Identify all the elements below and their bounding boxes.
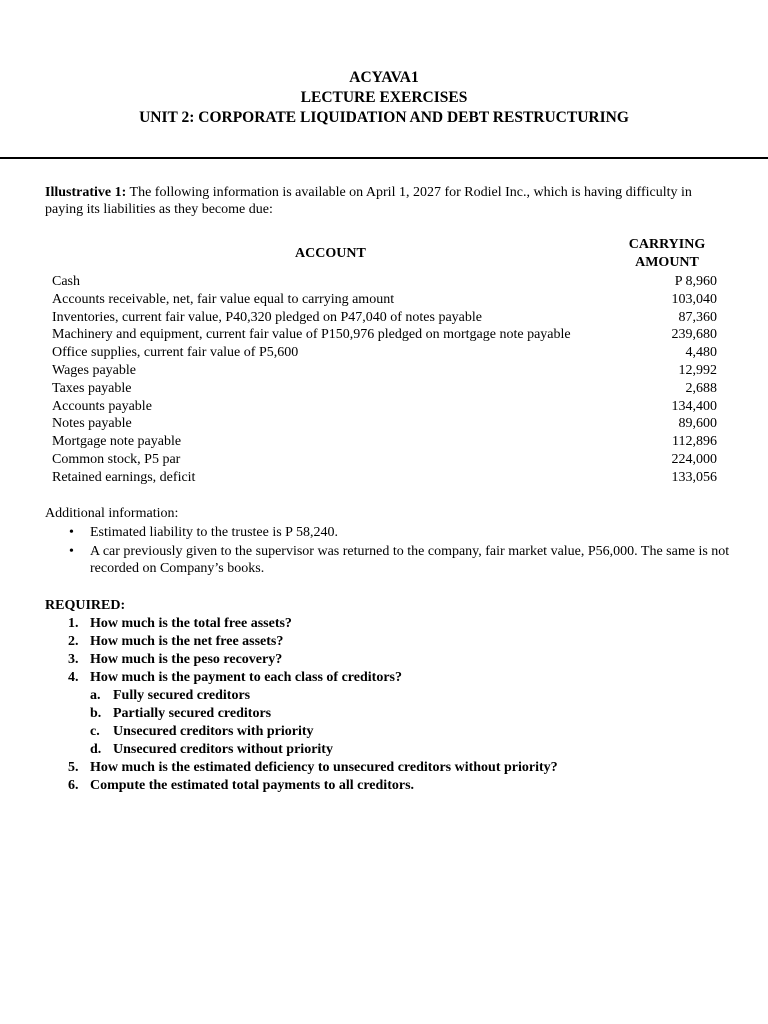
account-name: Common stock, P5 par [52,451,181,467]
question-item [45,777,735,795]
sub-question-item [45,723,735,741]
carrying-amount: 2,688 [685,380,717,396]
carrying-amount: 112,896 [672,434,717,450]
table-row [52,273,717,291]
course-code: ACYAVA1 [349,69,419,86]
table-row [52,398,717,416]
additional-list [45,524,730,577]
table-row [52,344,717,362]
list-item [45,524,730,541]
sub-question-letter: a. [90,688,101,703]
document-subtitle: LECTURE EXERCISES [300,89,468,106]
account-table-body [52,273,717,487]
question-item [45,759,735,777]
table-row [52,362,717,380]
list-item-text: Estimated liability to the trustee is P 58,240. [90,525,338,540]
account-name: Mortgage note payable [52,434,182,450]
table-row [52,451,717,469]
required-title: REQUIRED: [45,598,126,613]
sub-question-letter: d. [90,742,102,757]
question-text: Compute the estimated total payments to all creditors. [90,778,415,793]
table-row [52,291,717,309]
question-text: How much is the payment to each class of creditors? [90,670,402,685]
sub-question-text: Unsecured creditors without priority [113,742,333,757]
amount-header-line1: CARRYING [628,237,706,252]
sub-question-item [45,687,735,705]
sub-question-text: Fully secured creditors [113,688,251,703]
amount-column-header [617,236,717,272]
required-section [45,597,735,795]
sub-question-letter: b. [90,706,102,721]
bullet-icon: • [69,544,74,559]
question-number: 6. [68,778,79,793]
account-name: Office supplies, current fair value of P5,600 [52,345,299,361]
question-item [45,633,735,651]
carrying-amount: 133,056 [671,469,717,485]
account-name: Taxes payable [52,380,132,396]
sub-question-text: Partially secured creditors [113,706,272,721]
document-header [0,68,768,128]
bullet-icon: • [69,525,74,540]
account-name: Cash [52,274,80,289]
sub-question-letter: c. [90,724,100,739]
question-number: 2. [68,634,79,649]
intro-text: The following information is available on April 1, 2027 for Rodiel Inc., which is having difficulty in paying its liabilities as they become due: [45,185,692,217]
carrying-amount: 4,480 [685,345,717,361]
additional-title: Additional information: [45,506,179,521]
question-text: How much is the net free assets? [90,634,284,649]
sub-question-item [45,741,735,759]
list-item [45,543,730,577]
question-text: How much is the peso recovery? [90,652,283,667]
account-name: Inventories, current fair value, P40,320 pledged on P47,040 of notes payable [52,309,483,325]
account-name: Accounts receivable, net, fair value equal to carrying amount [52,291,395,307]
carrying-amount: 12,992 [678,362,717,378]
carrying-amount: P 8,960 [674,274,717,289]
account-name: Accounts payable [52,398,152,414]
question-number: 5. [68,760,79,775]
table-row [52,326,717,344]
table-row [52,415,717,433]
list-item-text: A car previously given to the supervisor was returned to the company, fair market value, P56,000. The same is not recorded on Company’s books. [90,544,730,576]
account-name: Retained earnings, deficit [52,469,196,485]
account-column-header: ACCOUNT [295,246,366,261]
header-divider [0,157,768,159]
account-table-header [45,236,717,274]
intro-paragraph [45,184,730,218]
carrying-amount: 103,040 [671,291,717,307]
additional-information [45,505,730,579]
question-number: 4. [68,670,79,685]
account-name: Machinery and equipment, current fair value of P150,976 pledged on mortgage note payable [52,327,571,343]
carrying-amount: 134,400 [671,398,717,414]
carrying-amount: 89,600 [678,416,717,432]
carrying-amount: 224,000 [671,451,717,467]
question-item [45,669,735,687]
table-row [52,380,717,398]
table-row [52,433,717,451]
carrying-amount: 87,360 [678,309,717,325]
question-text: How much is the estimated deficiency to unsecured creditors without priority? [90,760,558,775]
question-number: 1. [68,616,79,631]
question-item [45,651,735,669]
amount-header-line2: AMOUNT [635,255,699,270]
question-item [45,615,735,633]
illustrative-label: Illustrative 1: [45,185,127,200]
sub-question-text: Unsecured creditors with priority [113,724,314,739]
sub-question-item [45,705,735,723]
question-number: 3. [68,652,79,667]
question-text: How much is the total free assets? [90,616,292,631]
unit-title: UNIT 2: CORPORATE LIQUIDATION AND DEBT RESTRUCTURING [139,109,629,126]
account-name: Notes payable [52,416,132,432]
table-row [52,469,717,487]
table-row [52,309,717,327]
carrying-amount: 239,680 [671,327,717,343]
account-name: Wages payable [52,362,136,378]
